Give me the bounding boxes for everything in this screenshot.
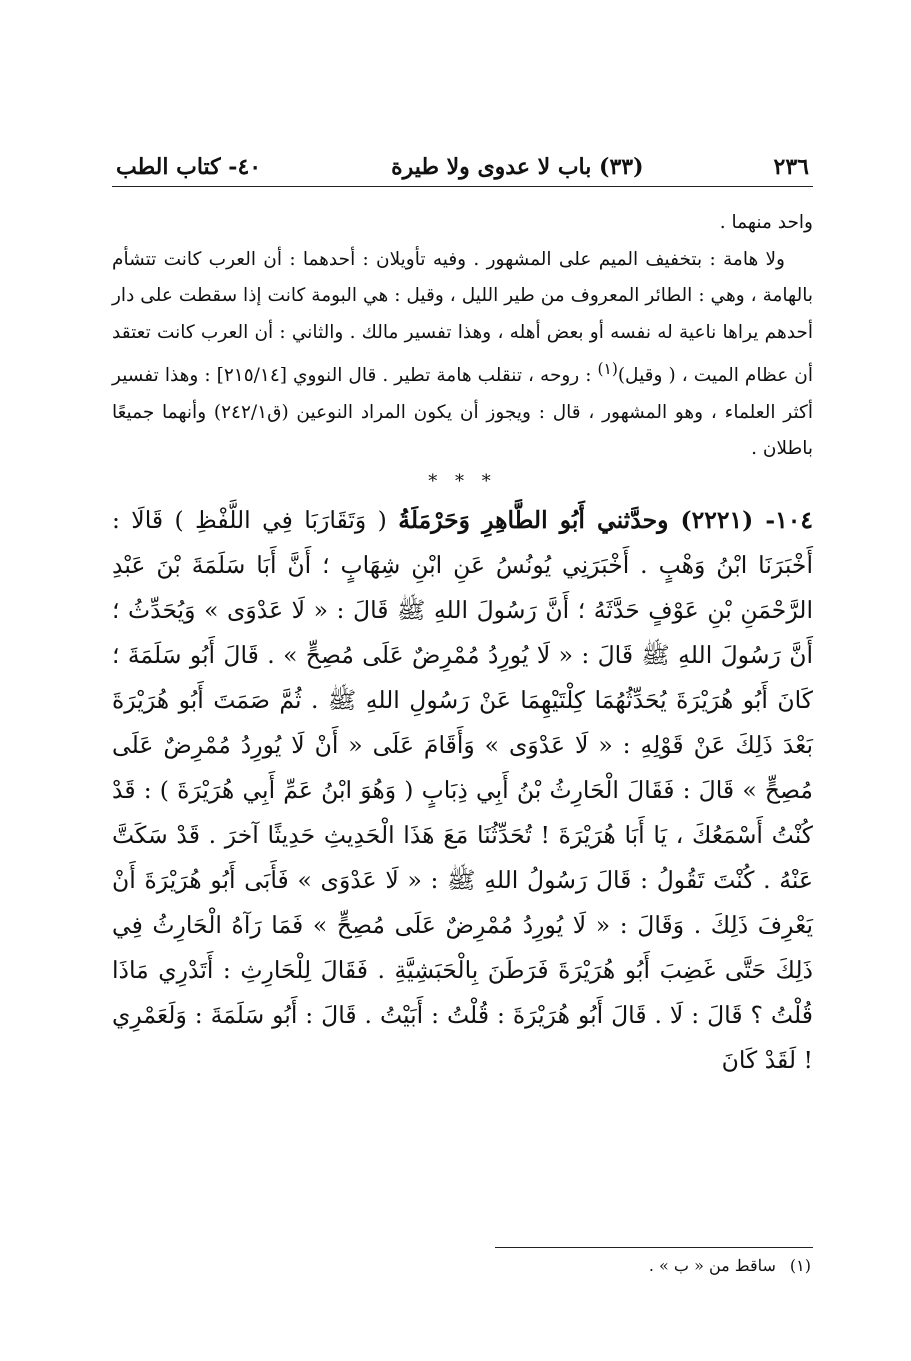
hadith-paragraph — [112, 498, 813, 1083]
hadith-heading: ١٠٤- (٢٢٢١) وحدَّثني أَبُو الطَّاهِرِ وَحَرْمَلَةُ — [398, 505, 813, 534]
footnote-number: (١) — [789, 1256, 811, 1275]
section-separator: * * * — [428, 470, 497, 492]
footnote — [649, 1256, 811, 1275]
commentary-text — [112, 205, 813, 468]
commentary-paragraph-tail: : روحه ، تنقلب هامة تطير . قال النووي [٢١٥/١٤] : وهذا تفسير أكثر العلماء ، وهو المشهور ، قال : ويجوز أن يكون المراد النوعين (ق٢٤٢/١) وأنهما جميعًا باطلان . — [112, 365, 813, 460]
commentary-paragraph-main: ولا هامة : بتخفيف الميم على المشهور . وفيه تأويلان : أحدهما : أن العرب كانت تتشأم بالهامة ، وهي : الطائر المعروف من طير الليل ، وقيل : هي البومة كانت إذا سقطت على دار أحدهم يراها ناعية له نفسه أو بعض أهله ، وهذا تفسير مالك . والثاني : أن العرب كانت تعتقد أن عظام الميت ، ( وقيل) — [112, 248, 813, 387]
footnote-divider — [495, 1247, 813, 1248]
hadith-text — [112, 498, 813, 1083]
book-title: ٤٠- كتاب الطب — [116, 154, 262, 180]
commentary-line-1: واحد منهما . — [719, 212, 813, 233]
footnote-text: ساقط من « ب » . — [648, 1256, 776, 1275]
hadith-body: ( وَتَقَارَبَا فِي اللَّفْظِ ) قَالَا : أَخْبَرَنَا ابْنُ وَهْبٍ . أَخْبَرَنِي يُونُسُ عَنِ ابْنِ شِهَابٍ ؛ أَنَّ أَبَا سَلَمَةَ بْنَ عَبْدِ الرَّحْمَنِ بْنِ عَوْفٍ حَدَّثَهُ ؛ أَنَّ رَسُولَ اللهِ ﷺ قَالَ : « لَا عَدْوَى » وَيُحَدِّثُ ؛ أَنَّ رَسُولَ اللهِ ﷺ قَالَ : « لَا يُورِدُ مُمْرِضٌ عَلَى مُصِحٍّ » . قَالَ أَبُو سَلَمَةَ ؛ كَانَ أَبُو هُرَيْرَةَ يُحَدِّثُهُمَا كِلْتَيْهِمَا عَنْ رَسُولِ اللهِ ﷺ . ثُمَّ صَمَتَ أَبُو هُرَيْرَةَ بَعْدَ ذَلِكَ عَنْ قَوْلِهِ : « لَا عَدْوَى » وَأَقَامَ عَلَى « أَنْ لَا يُورِدُ مُمْرِضٌ عَلَى مُصِحٍّ » قَالَ : فَقَالَ الْحَارِثُ بْنُ أَبِي ذِبَابٍ ( وَهُوَ ابْنُ عَمِّ أَبِي هُرَيْرَةَ ) : قَدْ كُنْتُ أَسْمَعُكَ ، يَا أَبَا هُرَيْرَةَ ! تُحَدِّثُنَا مَعَ هَذَا الْحَدِيثِ حَدِيثًا آخرَ . قَدْ سَكَتَّ عَنْهُ . كُنْتَ تَقُولُ : قَالَ رَسُولُ اللهِ ﷺ : « لَا عَدْوَى » فَأَبَى أَبُو هُرَيْرَةَ أَنْ يَعْرِفَ ذَلِكَ . وَقَالَ : « لَا يُورِدُ مُمْرِضٌ عَلَى مُصِحٍّ » فَمَا رَآهُ الْحَارِثُ فِي ذَلِكَ حَتَّى غَضِبَ أَبُو هُرَيْرَةَ فَرَطَنَ بِالْحَبَشِيَّةِ . فَقَالَ لِلْحَارِثِ : أَتَدْرِي مَاذَا قُلْتُ ؟ قَالَ : لَا . قَالَ أَبُو هُرَيْرَةَ : قُلْتُ : أَبَيْتُ . قَالَ : أَبُو سَلَمَةَ : وَلَعَمْرِي ! لَقَدْ كَانَ — [112, 505, 813, 1074]
chapter-title: (٣٣) باب لا عدوى ولا طيرة — [391, 154, 644, 180]
running-header — [112, 150, 813, 187]
page-number: ٢٣٦ — [773, 154, 809, 180]
footnote-reference: (١) — [597, 360, 618, 378]
commentary-paragraph — [112, 242, 813, 468]
